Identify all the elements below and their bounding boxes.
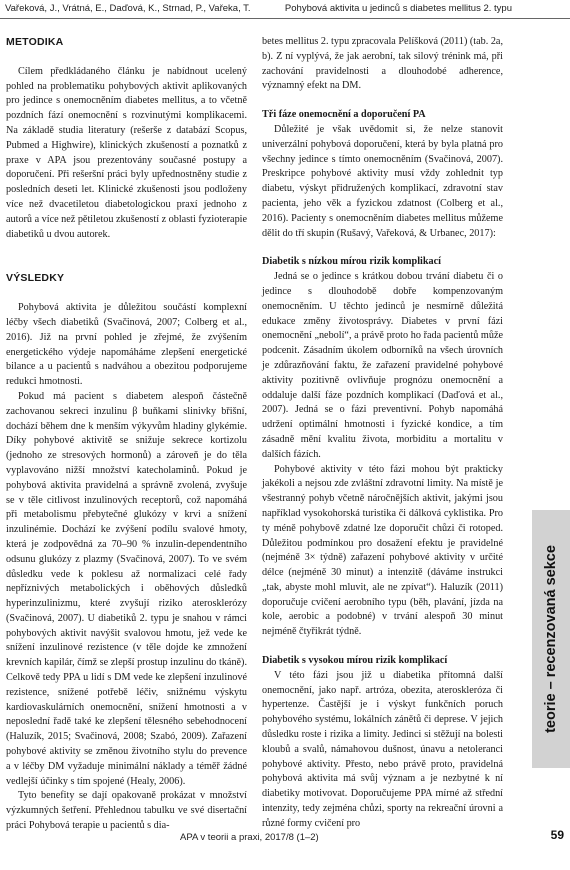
paragraph: betes mellitus 2. typu zpracovala Pelíšková (2011) (tab. 2a, b). Z ní vyplývá, že jak aerobní, tak silový trénink má, při zachování pravidelnosti a dlouhodobé adherence, významný efekt na DM.	[262, 36, 503, 92]
page-number: 59	[550, 828, 564, 842]
section-heading-results: VÝSLEDKY	[6, 272, 65, 285]
subsection-heading-high-risk: Diabetik s vysokou mírou rizik komplikací	[262, 655, 448, 667]
running-header-authors: Vařeková, J., Vrátná, E., Daďová, K., Strnad, P., Vařeka, T.	[5, 3, 251, 14]
paragraph: Cílem předkládaného článku je nabídnout ucelený pohled na problematiku pohybových aktivit aplikovaných pro jedince s onemocněním diabetes mellitus, a to včetně pozdních fází onemocnění s rozvinutými komplikacemi. Na základě studia literatury (rešerše z databází Scopus, Pubmed a Highwire), klinických zkušeností a poznatků z praxe v APA jsou prezentovány současné postupy a doporučení. Při rešeršní práci byly upřednostněny studie z posledních deseti let. Klinické zkušenosti jsou podloženy více než dvacetiletou diabetologickou praxí jednoho z autorů a více než pětiletou zkušeností z oblasti fyzioterapie diabetiků u dvou autorek.	[6, 65, 248, 240]
section-side-label: teorie – recenzovaná sekce	[543, 545, 559, 733]
paragraph: Pokud má pacient s diabetem alespoň částečně zachovanou sekreci inzulinu β buňkami slinivky břišní, dochází během dne k menším výkyvům hladiny glykémie. Díky pohybové aktivitě se snižuje sekrece kortizolu (jednoho ze stresových hormonů) a zároveň je do těla vyplavováno nižší množství katecholaminů. Pokud je pohybová aktivita pravidelná a správně zvolená, zvyšuje se v těle citlivost inzulinových receptorů, což napomáhá při metabolismu přebytečné glukózy v krvi a snížení inzulinémie. Dochází ke zvýšení podílu svalové hmoty, která je zodpovědná za 70–90 % inzulin-dependentního odsunu glukózy z plazmy (Svačinová, 2007). To ve svém důsledku vede k poklesu až normalizaci celé řady nepříznivých metabolických i oběhových důsledků hyperinzulinizmu, které zvyšují riziko aterosklerózy (Svačinová, 2007). U diabetiků 2. typu je snahou v rámci pohybových aktivit navýšit svalovou hmotu, jež vede ke snížení inzulinové rezistence (v těle dojde ke zmnožení krevních kapilár, čímž se zlepší prostup inzulinu do tkáně). Celkově tedy PPA u lidí s DM vede ke zlepšení inzulinové rezistence, snížené potřebě léčiv, snižnému výskytu kardiovaskulárních onemocnění, snížení hmotnosti a v neposlední řadě také ke zlepšení tělesného sebehodnocení (Haluzík, 2015; Svačinová, 2008; Szabó, 2009). Zařazení pohybové aktivity se změnou životního stylu do prevence a v léčby DM vyžaduje minimální náklady a téměř žádné vedlejší účinky s tím spojené (Healy, 2006).	[6, 390, 247, 787]
subsection-heading-low-risk: Diabetik s nízkou mírou rizik komplikací	[262, 256, 441, 268]
section-heading-methods: METODIKA	[6, 36, 64, 48]
paragraph: Pohybové aktivity v této fázi mohou být prakticky jakékoli a nejsou zde zvláštní zdravotní limity. Na místě je všestranný pohyb včetně náročnějších aktivit, jakými jsou například vysokohorská turistika či dálková cyklistika. Pro ty méně pohybově zdatné lze doporučit chůzi či rotoped. Důležitou podmínkou pro dosažení efektu je pravidelné (nejméně 3× týdně) zařazení pohybové aktivity v určité délce (nejméně 30 minut) a intenzitě (dáváme instrukci „tak, abyste mohl mluvit, ale ne zpívat“). Haluzík (2011) doporučuje cvičení aerobního typu (běh, plavání, jízda na kole, aerobic a podobné) v trvání alespoň 30 minut nejméně čtyřikrát týdně.	[262, 463, 503, 638]
paragraph: Důležité je však uvědomit si, že nelze stanovit univerzální pohybová doporučení, která by byla platná pro všechny jedince s tímto onemocněním (Svačinová, 2007). Preskripce pohybové aktivity musí vždy zohlednit typ diabetu, výskyt přidružených komplikací, zdravotní stav pacienta, jeho věk a fyzickou zdatnost (Colberg et al., 2016). Pacienty s onemocněním diabetes mellitus můžeme dělit do tří skupin (Rušavý, Vařeková, & Urbanec, 2017):	[262, 123, 503, 239]
paragraph: Pohybová aktivita je důležitou součástí komplexní léčby všech diabetiků (Svačinová, 2007; Colberg et al., 2016). Již na první pohled je zřejmé, že zvýšením energetického výdeje napomáháme zlepšení energetické bilance a u pacientů s nadváhou a obezitou podporujeme redukci hmotnosti.	[6, 302, 247, 388]
footer-journal: APA v teorii a praxi, 2017/8 (1–2)	[180, 832, 319, 843]
running-header-title: Pohybová aktivita u jedinců s diabetes mellitus 2. typu	[284, 3, 512, 14]
paragraph: V této fázi jsou již u diabetika přítomná další onemocnění, jako např. artróza, obezita, ateroskleróza či hypertenze. Častější je i výskyt funkčních poruch pohybového systému, lokálních zánětů či deprese. V jejich důsledku roste i rizika a limity. Jedinci si stěžují na bolesti kloubů a svalů, námahovou dušnost, únavu a netoleranci pohybové aktivity. Přesto, nebo právě proto, pravidelná pohybová aktivita má svůj význam a je nezbytné k ní diabetiky motivovat. Doporučujeme PPA mírné až střední intenzity, tedy zejména chůzi, sporty na rekreační úrovni a různé formy cvičení pro	[262, 669, 503, 829]
right-column	[262, 35, 503, 832]
paragraph: Tyto benefity se dají opakovaně prokázat v množství výzkumných šetření. Přehlednou tabulku ve své disertační práci Pohybová terapie u pacientů s dia-	[6, 790, 247, 832]
section-side-tab	[532, 510, 570, 768]
left-column	[6, 35, 247, 834]
header-divider	[0, 18, 570, 19]
paragraph: Jedná se o jedince s krátkou dobou trvání diabetu či o jedince s dlouhodobě dobře kompenzovaným onemocněním. U těchto jedinců je nesmírně důležitá edukace změny životosprávy. Diabetes v první fázi onemocnění „nebolí“, a právě proto ho řada pacientů může podcenit. Zásadním úkolem odborníků na všech úrovních je zdůrazňování faktu, že zařazení pravidelné pohybové aktivity pozitivně ovlivňuje prognózu onemocnění a oddaluje další fáze pozdních komplikací (Daďová et al., 2007). Jedná se o fázi preventivní. Pohyb napomáhá udržení optimální hmotnosti i fyzické kondice, a tím zásadně mění kvalitu života, morbiditu a mortalitu v dalších fázích.	[262, 271, 503, 460]
subsection-heading-phases: Tři fáze onemocnění a doporučení PA	[262, 109, 426, 121]
